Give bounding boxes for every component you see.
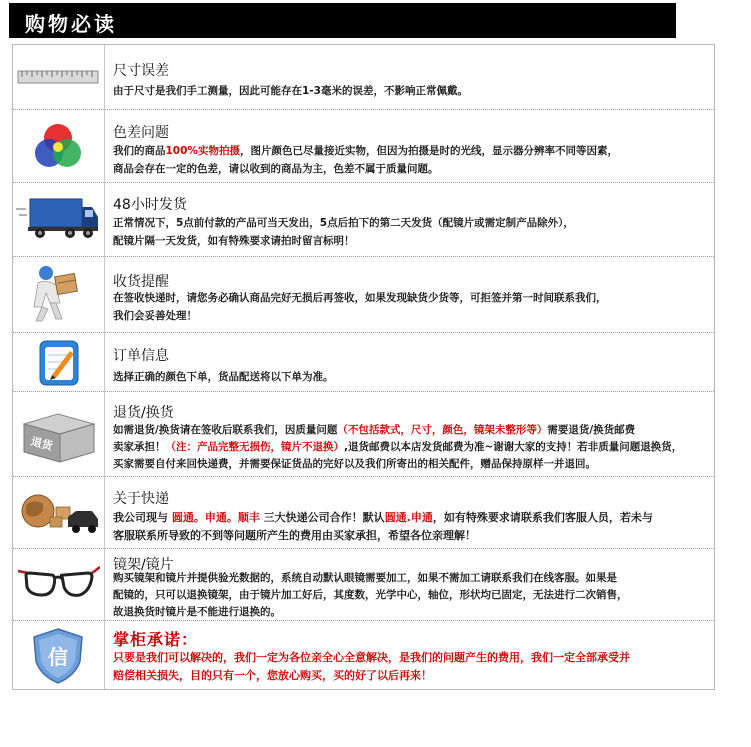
section-order (13, 333, 714, 391)
body-line: 商品会存在一定的色差，请以收到的商品为主，色差不属于质量问题。 (113, 163, 439, 175)
delivery-truck-icon (16, 193, 100, 245)
body-line: 由于尺寸是我们手工测量，因此可能存在1-3毫米的误差，不影响正常佩戴。 (113, 85, 468, 97)
return-box-icon (16, 406, 100, 468)
section-body (113, 509, 713, 545)
section-body (113, 289, 713, 325)
eyeglasses-icon (16, 563, 100, 607)
section-title: 48小时发货 (113, 197, 187, 213)
section-receiving (13, 257, 714, 331)
shield-label: 信 (48, 645, 68, 669)
body-line: 我们的商品100%实物拍摄，图片颜色已尽量接近实物，但因为拍摄是时的光线，显示器分辨率不同等因素， (113, 145, 618, 157)
section-title: 镜架/镜片 (113, 557, 174, 573)
section-color (13, 110, 714, 181)
section-size (13, 45, 714, 109)
body-line: 故退换货时镜片是不能进行退换的。 (113, 606, 281, 618)
body-line: 赔偿相关损失，目的只有一个，您放心购买，买的好了以后再来！ (113, 669, 432, 682)
color-circles-icon (16, 116, 100, 176)
section-shipping (13, 183, 714, 255)
body-line: 配镜的，只可以退换镜架，由于镜片加工好后，其度数，光学中心，轴位，形状均已固定，无法进行二次销售， (113, 589, 628, 601)
section-body (113, 649, 713, 685)
page-title: 购物必读 (25, 12, 117, 36)
body-line: 购买镜架和镜片并提供验光数据的，系统自动默认眼镜需要加工，如果不需加工请联系我们在线客服。如果是 (113, 572, 617, 584)
info-panel (12, 44, 715, 690)
body-line: 只要是我们可以解决的，我们一定为各位亲全心全意解决，是我们的问题产生的费用，我们一定全部承受并 (113, 651, 630, 664)
section-body (113, 142, 713, 178)
section-body (113, 82, 713, 100)
body-line: 我公司现与 圆通。申通。顺丰 三大快递公司合作！默认圆通.申通，如有特殊要求请联系我们客服人员，若未与 (113, 511, 653, 524)
body-line: 选择正确的颜色下单，货品配送将以下单为准。 (113, 371, 334, 383)
section-body (113, 368, 713, 386)
section-title: 尺寸误差 (113, 63, 169, 79)
body-line: 我们会妥善处理！ (113, 310, 197, 322)
section-returns (13, 392, 714, 475)
body-line: 配镜片隔一天发货，如有特殊要求请拍时留言标明！ (113, 235, 355, 247)
section-title: 色差问题 (113, 125, 169, 141)
section-glasses (13, 549, 714, 620)
body-line: 在签收快递时，请您务必确认商品完好无损后再签收，如果发现缺货少货等，可拒签并第一时间联系我们， (113, 292, 607, 304)
ruler-icon (16, 55, 100, 99)
body-line: 正常情况下，5点前付款的产品可当天发出，5点后拍下的第二天发货（配镜片或需定制产品除外）， (113, 217, 574, 229)
section-title: 收货提醒 (113, 274, 169, 290)
section-express (13, 477, 714, 547)
section-title: 关于快递 (113, 491, 169, 507)
header-bar (9, 3, 676, 38)
section-title: 退货/换货 (113, 405, 174, 421)
section-body (113, 422, 713, 473)
body-line: 客服联系所导致的不到等问题所产生的费用由买家承担，希望各位亲理解！ (113, 529, 476, 542)
section-body (113, 214, 713, 250)
notepad-pen-icon (16, 337, 100, 389)
body-line: 买家需要自付来回快递费，并需要保证货品的完好以及我们所寄出的相关配件，赠品保持原样一并退回。 (113, 458, 596, 470)
globe-express-icon (16, 483, 100, 541)
courier-person-icon (16, 263, 100, 325)
section-title: 订单信息 (113, 348, 169, 364)
section-body (113, 570, 713, 621)
section-promise (13, 621, 714, 691)
body-line: 如需退货/换货请在签收后联系我们，因质量问题（不包括款式，尺寸，颜色，镜架未整形等）需要退货/换货邮费 (113, 424, 636, 436)
body-line: 卖家承担！（注：产品完整无损伤，镜片不退换）,退货邮费以本店发货邮费为准~谢谢大家的支持！若非质量问题退换货， (113, 441, 683, 453)
section-title: 掌柜承诺： (113, 630, 199, 649)
box-label: 退货 (29, 434, 54, 453)
trust-shield-icon (16, 627, 100, 685)
